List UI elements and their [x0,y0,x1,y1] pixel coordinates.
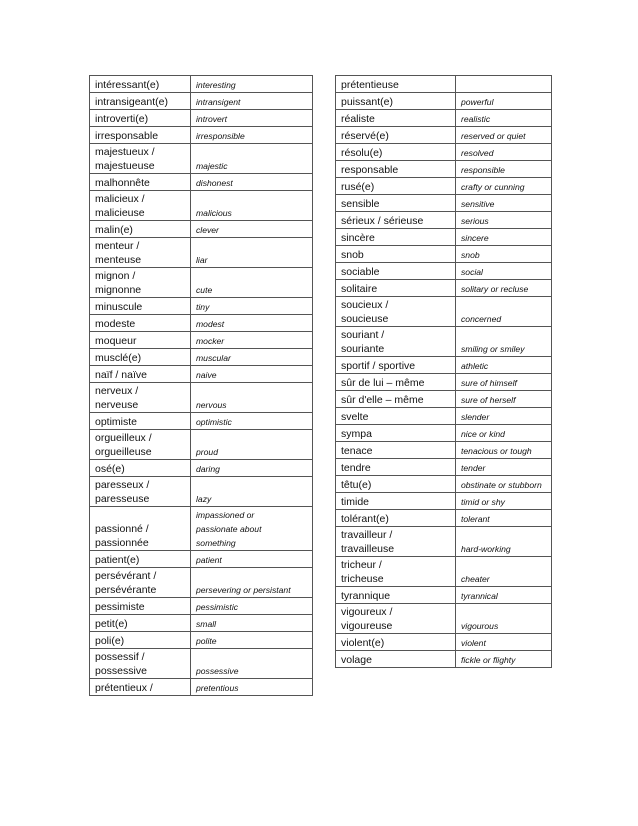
english-translation: impassioned or passionate about something [191,507,313,551]
english-translation: obstinate or stubborn [456,476,552,493]
vocab-row [336,195,552,212]
vocab-row [90,174,313,191]
vocab-row [336,408,552,425]
english-translation: tyrannical [456,587,552,604]
french-term: responsable [336,161,456,178]
english-translation: polite [191,632,313,649]
english-translation: sensitive [456,195,552,212]
english-translation: concerned [456,297,552,327]
english-translation: small [191,615,313,632]
vocab-row [336,527,552,557]
english-translation: fickle or flighty [456,651,552,668]
french-term: vigoureux / vigoureuse [336,604,456,634]
vocab-row [90,430,313,460]
vocab-row [90,460,313,477]
vocab-row [336,229,552,246]
french-term: optimiste [90,413,191,430]
french-term: musclé(e) [90,349,191,366]
vocab-row [336,604,552,634]
french-term: timide [336,493,456,510]
english-translation: clever [191,221,313,238]
french-term: tricheur / tricheuse [336,557,456,587]
english-translation: hard-working [456,527,552,557]
vocab-row [90,615,313,632]
vocab-row [90,298,313,315]
french-term: patient(e) [90,551,191,568]
french-term: puissant(e) [336,93,456,110]
vocab-row [336,391,552,408]
french-term: violent(e) [336,634,456,651]
vocab-row [336,510,552,527]
english-translation: nervous [191,383,313,413]
french-term: malhonnête [90,174,191,191]
english-translation: solitary or recluse [456,280,552,297]
french-term: prétentieux / [90,679,191,696]
vocab-row [90,649,313,679]
french-term: snob [336,246,456,263]
vocab-row [90,191,313,221]
french-term: tolérant(e) [336,510,456,527]
french-term: petit(e) [90,615,191,632]
english-translation: powerful [456,93,552,110]
vocab-row [90,632,313,649]
french-term: moqueur [90,332,191,349]
vocab-row [336,442,552,459]
french-term: sociable [336,263,456,280]
english-translation: tender [456,459,552,476]
french-term: passionné / passionnée [90,507,191,551]
english-translation: naive [191,366,313,383]
french-term: orgueilleux / orgueilleuse [90,430,191,460]
english-translation: dishonest [191,174,313,191]
vocab-row [336,280,552,297]
english-translation: proud [191,430,313,460]
english-translation: cheater [456,557,552,587]
vocab-row [90,110,313,127]
french-term: majestueux / majestueuse [90,144,191,174]
english-translation: slender [456,408,552,425]
english-translation: pretentious [191,679,313,696]
french-term: svelte [336,408,456,425]
english-translation: interesting [191,76,313,93]
french-term: minuscule [90,298,191,315]
english-translation: responsible [456,161,552,178]
english-translation: patient [191,551,313,568]
english-translation: social [456,263,552,280]
vocab-row [90,144,313,174]
french-term: sportif / sportive [336,357,456,374]
french-term: intransigeant(e) [90,93,191,110]
vocab-row [90,349,313,366]
english-translation: malicious [191,191,313,221]
french-term: sympa [336,425,456,442]
english-translation: vigourous [456,604,552,634]
english-translation: intransigent [191,93,313,110]
english-translation: tenacious or tough [456,442,552,459]
french-term: têtu(e) [336,476,456,493]
english-translation: possessive [191,649,313,679]
english-translation: tiny [191,298,313,315]
vocab-table-right [335,75,552,668]
vocab-row [336,357,552,374]
french-term: possessif / possessive [90,649,191,679]
french-term: solitaire [336,280,456,297]
vocab-row [90,127,313,144]
english-translation: cute [191,268,313,298]
french-term: soucieux / soucieuse [336,297,456,327]
french-term: malin(e) [90,221,191,238]
vocab-row [90,551,313,568]
english-translation: introvert [191,110,313,127]
french-term: tendre [336,459,456,476]
vocab-row [336,144,552,161]
french-term: introverti(e) [90,110,191,127]
vocab-row [90,268,313,298]
french-term: travailleur / travailleuse [336,527,456,557]
french-term: modeste [90,315,191,332]
english-translation: athletic [456,357,552,374]
french-term: pessimiste [90,598,191,615]
vocab-row [336,263,552,280]
french-term: naïf / naïve [90,366,191,383]
french-term: réservé(e) [336,127,456,144]
french-term: malicieux / malicieuse [90,191,191,221]
english-translation [456,76,552,93]
french-term: volage [336,651,456,668]
vocab-row [336,476,552,493]
english-translation: nice or kind [456,425,552,442]
vocab-row [336,161,552,178]
vocab-row [336,93,552,110]
vocab-row [90,93,313,110]
vocab-row [90,332,313,349]
vocab-row [336,297,552,327]
vocab-row [336,212,552,229]
french-term: sensible [336,195,456,212]
french-term: nerveux / nerveuse [90,383,191,413]
vocab-row [336,557,552,587]
english-translation: majestic [191,144,313,174]
vocab-row [90,413,313,430]
english-translation: violent [456,634,552,651]
french-term: persévérant / persévérante [90,568,191,598]
english-translation: snob [456,246,552,263]
french-term: souriant / souriante [336,327,456,357]
english-translation: daring [191,460,313,477]
vocab-table-left [89,75,313,696]
english-translation: liar [191,238,313,268]
vocab-row [90,598,313,615]
vocab-row [90,679,313,696]
french-term: prétentieuse [336,76,456,93]
vocab-row [336,76,552,93]
vocab-row [336,651,552,668]
french-term: tyrannique [336,587,456,604]
vocab-row [336,374,552,391]
english-translation: resolved [456,144,552,161]
english-translation: realistic [456,110,552,127]
french-term: poli(e) [90,632,191,649]
french-term: tenace [336,442,456,459]
vocab-row [336,425,552,442]
vocab-row [336,459,552,476]
english-translation: sure of herself [456,391,552,408]
french-term: rusé(e) [336,178,456,195]
french-term: menteur / menteuse [90,238,191,268]
vocab-table-left-body [90,76,313,696]
vocab-row [336,246,552,263]
english-translation: reserved or quiet [456,127,552,144]
english-translation: tolerant [456,510,552,527]
vocab-table-right-body [336,76,552,668]
french-term: résolu(e) [336,144,456,161]
english-translation: crafty or cunning [456,178,552,195]
vocab-row [336,178,552,195]
vocab-row [336,493,552,510]
vocab-row [90,221,313,238]
vocab-row [90,383,313,413]
vocab-row [336,587,552,604]
vocab-row [90,507,313,551]
vocab-row [90,238,313,268]
french-term: irresponsable [90,127,191,144]
english-translation: sincere [456,229,552,246]
vocab-row [336,327,552,357]
vocab-row [90,366,313,383]
english-translation: lazy [191,477,313,507]
english-translation: irresponsible [191,127,313,144]
french-term: sûr d'elle – même [336,391,456,408]
vocab-row [90,76,313,93]
french-term: sûr de lui – même [336,374,456,391]
vocab-row [336,110,552,127]
french-term: osé(e) [90,460,191,477]
english-translation: mocker [191,332,313,349]
french-term: réaliste [336,110,456,127]
vocab-row [336,634,552,651]
vocab-row [336,127,552,144]
english-translation: timid or shy [456,493,552,510]
french-term: paresseux / paresseuse [90,477,191,507]
english-translation: persevering or persistant [191,568,313,598]
english-translation: optimistic [191,413,313,430]
vocab-row [90,477,313,507]
vocab-row [90,315,313,332]
english-translation: sure of himself [456,374,552,391]
english-translation: serious [456,212,552,229]
english-translation: modest [191,315,313,332]
french-term: sérieux / sérieuse [336,212,456,229]
vocab-row [90,568,313,598]
french-term: intéressant(e) [90,76,191,93]
english-translation: muscular [191,349,313,366]
english-translation: smiling or smiley [456,327,552,357]
french-term: mignon / mignonne [90,268,191,298]
french-term: sincère [336,229,456,246]
english-translation: pessimistic [191,598,313,615]
